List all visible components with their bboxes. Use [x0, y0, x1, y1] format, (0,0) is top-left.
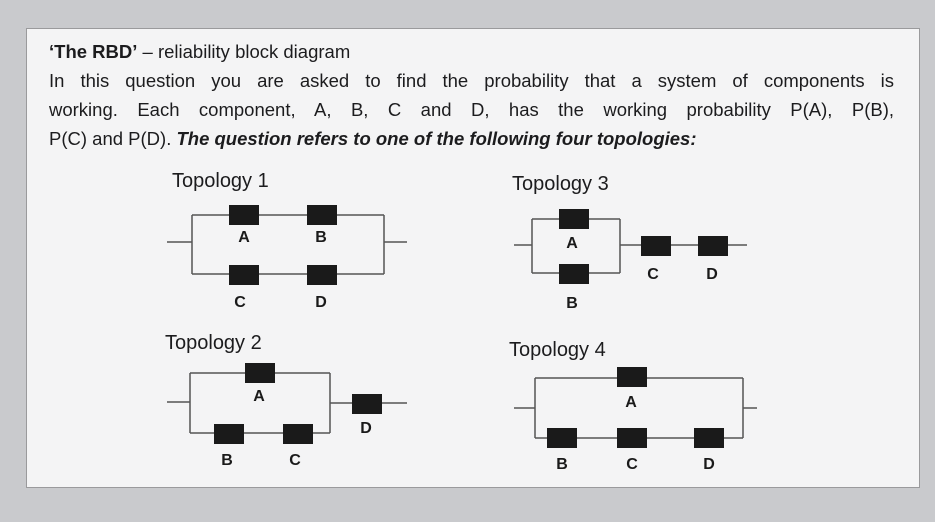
question-line-2: In this question you are asked to find the probability that a system of components is: [49, 70, 894, 91]
question-line-3: working. Each component, A, B, C and D, has the working probability P(A), P(B),: [49, 99, 894, 120]
topology-3-label-d: D: [706, 266, 718, 283]
topology-4-block-d: [694, 428, 724, 448]
topology-1-title: Topology 1: [172, 170, 269, 192]
topology-4-label-c: C: [626, 456, 638, 473]
topology-3-label-c: C: [647, 266, 659, 283]
topology-4-block-c: [617, 428, 647, 448]
topology-1-label-a: A: [238, 229, 250, 246]
topology-2-label-d: D: [360, 420, 372, 437]
question-card: [26, 28, 920, 488]
topology-4-label-b: B: [556, 456, 568, 473]
title-rest: – reliability block diagram: [137, 41, 351, 62]
topology-4-label-a: A: [625, 394, 637, 411]
topology-3-title: Topology 3: [512, 173, 609, 195]
line4-plain: P(C) and P(D).: [49, 128, 177, 149]
topology-1-label-c: C: [234, 294, 246, 311]
topology-2-label-b: B: [221, 452, 233, 469]
topology-4-label-d: D: [703, 456, 715, 473]
topology-2-label-c: C: [289, 452, 301, 469]
title-bold: ‘The RBD’: [49, 41, 138, 62]
topology-2-label-a: A: [253, 388, 265, 405]
topology-3-label-a: A: [566, 235, 578, 252]
topology-1-label-b: B: [315, 229, 327, 246]
topology-4-title: Topology 4: [509, 339, 606, 361]
topology-4-diagram: [27, 29, 919, 487]
topology-4-block-a: [617, 367, 647, 387]
topology-4-block-b: [547, 428, 577, 448]
topology-3-label-b: B: [566, 295, 578, 312]
topology-2-title: Topology 2: [165, 332, 262, 354]
topology-1-label-d: D: [315, 294, 327, 311]
line4-emphasis: The question refers to one of the following four topologies:: [176, 128, 697, 149]
